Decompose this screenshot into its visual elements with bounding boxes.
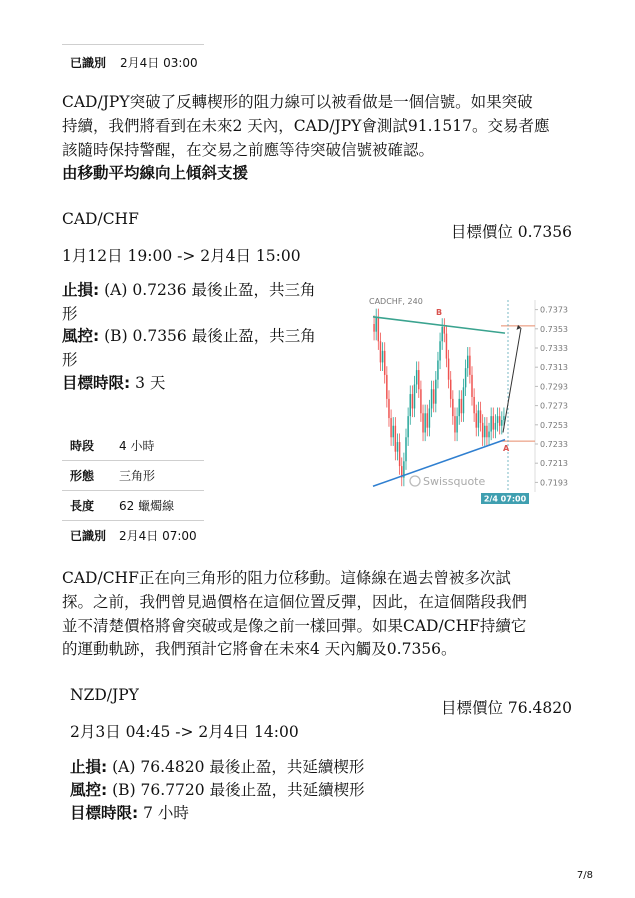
cadchf-chart xyxy=(365,292,575,504)
cadchf-horizon xyxy=(62,371,165,395)
chart-y-tick-label: 0.7373 xyxy=(540,305,568,315)
chart-candle-body xyxy=(488,432,489,438)
table-value: 2月4日 07:00 xyxy=(119,529,197,543)
chart-y-tick-label: 0.7213 xyxy=(540,459,568,469)
cadchf-target: 目標價位 0.7356 xyxy=(450,223,572,241)
table-row-pattern xyxy=(62,460,204,490)
nzdjpy-stop xyxy=(70,755,364,779)
table-row-length xyxy=(62,490,204,520)
cadchf-body-line-2: 探。之前，我們曾見過價格在這個位置反彈，因此，在這個階段我們 xyxy=(62,593,528,611)
chart-candle-body xyxy=(382,351,383,363)
chart-candle-body xyxy=(465,368,466,387)
chart-candle-body xyxy=(467,356,468,368)
chart-candle-body xyxy=(490,416,491,431)
nzdjpy-risk-value: (B) 76.7720 最後止盈，共延續楔形 xyxy=(107,781,365,799)
chart-candle-body xyxy=(495,423,496,430)
chart-candle-body xyxy=(418,370,419,389)
chart-candle-body xyxy=(450,380,451,399)
chart-candle-body xyxy=(456,416,457,432)
chart-candle-body xyxy=(410,394,411,416)
chart-y-tick-label: 0.7193 xyxy=(540,478,568,488)
chart-y-tick-label: 0.7313 xyxy=(540,363,568,373)
table-value: 4 小時 xyxy=(119,439,155,453)
chart-candle-body xyxy=(441,327,442,341)
chart-candle-body xyxy=(471,375,472,397)
chart-brand: Swissquote xyxy=(423,475,486,488)
cadchf-body-line-4: 的運動軌跡，我們預計它將會在未來4 天內觸及0.7356。 xyxy=(62,640,457,658)
chart-candle-body xyxy=(444,327,445,334)
chart-candle-body xyxy=(499,416,500,426)
chart-candle-body xyxy=(412,394,413,408)
chart-candle-body xyxy=(405,437,406,461)
chart-candle-body xyxy=(422,413,423,432)
chart-candle-body xyxy=(473,397,474,413)
chart-candle-body xyxy=(388,399,389,418)
chart-candle-body xyxy=(416,370,417,384)
table-key: 時段 xyxy=(70,439,95,453)
chart-candle-body xyxy=(463,387,464,413)
chart-candle-body xyxy=(395,426,396,452)
table-row-identified xyxy=(62,520,204,550)
cadchf-stop xyxy=(62,278,316,302)
cadchf-stop-line2: 形 xyxy=(62,305,78,323)
cadchf-range: 1月12日 19:00 -> 2月4日 15:00 xyxy=(62,247,301,265)
cadchf-risk xyxy=(62,324,316,348)
chart-candle-body xyxy=(424,413,425,432)
chart-candle-body xyxy=(439,341,440,360)
chart-candle-body xyxy=(478,410,479,427)
chart-candle-body xyxy=(480,410,481,422)
cadchf-risk-line1: (B) 0.7356 最後止盈，共三角 xyxy=(99,327,316,345)
top-meta-value: 2月4日 03:00 xyxy=(120,56,198,70)
chart-candle-body xyxy=(384,351,385,375)
intro-line-3: 該隨時保持警醒，在交易之前應等待突破信號被確認。 xyxy=(62,141,435,159)
chart-candle-body xyxy=(407,416,408,437)
chart-candle-body xyxy=(454,416,455,432)
chart-candle-body xyxy=(458,399,459,416)
chart-candle-body xyxy=(461,399,462,413)
cadchf-risk-label: 風控: xyxy=(62,327,100,345)
cadchf-horizon-label: 目標時限: xyxy=(62,374,131,392)
chart-candle-body xyxy=(469,356,470,375)
nzdjpy-horizon-value: 7 小時 xyxy=(138,804,189,822)
chart-time-label: 2/4 07:00 xyxy=(483,494,527,504)
nzdjpy-risk xyxy=(70,778,365,802)
chart-y-tick-label: 0.7253 xyxy=(540,420,568,430)
table-key: 長度 xyxy=(70,499,95,513)
chart-y-tick-label: 0.7293 xyxy=(540,382,568,392)
nzdjpy-range: 2月3日 04:45 -> 2月4日 14:00 xyxy=(70,723,299,741)
table-key: 已識別 xyxy=(70,529,107,543)
chart-y-tick-label: 0.7333 xyxy=(540,344,568,353)
chart-candle-body xyxy=(486,426,487,438)
cadchf-body-line-3: 並不清楚價格將會突破或是像之前一樣回彈。如果CAD/CHF持續它 xyxy=(62,617,527,635)
cadchf-body-line-1: CAD/CHF正在向三角形的阻力位移動。這條線在過去曾被多次試 xyxy=(62,569,511,587)
chart-candle-body xyxy=(378,317,379,341)
table-key: 形態 xyxy=(70,469,95,483)
cadchf-risk-line2: 形 xyxy=(62,351,78,369)
table-row-timeframe xyxy=(62,430,204,460)
chart-candle-body xyxy=(397,442,398,452)
chart-candle-body xyxy=(375,317,376,331)
nzdjpy-stop-label: 止損: xyxy=(70,758,108,776)
nzdjpy-pair: NZD/JPY xyxy=(70,686,139,704)
chart-candle-body xyxy=(390,418,391,437)
chart-candle-body xyxy=(435,380,436,404)
chart-candle-body xyxy=(386,375,387,399)
chart-candle-body xyxy=(380,341,381,362)
chart-y-tick-label: 0.7273 xyxy=(540,401,568,411)
cadchf-pair: CAD/CHF xyxy=(62,210,139,228)
chart-y-tick-label: 0.7353 xyxy=(540,324,568,334)
nzdjpy-risk-label: 風控: xyxy=(70,781,108,799)
nzdjpy-stop-value: (A) 76.4820 最後止盈，共延續楔形 xyxy=(107,758,365,776)
chart-candle-body xyxy=(420,389,421,413)
intro-line-1: CAD/JPY突破了反轉楔形的阻力線可以被看做是一個信號。如果突破 xyxy=(62,93,533,111)
chart-candle-body xyxy=(493,416,494,429)
chart-label-a: A xyxy=(503,444,510,454)
chart-candle-body xyxy=(373,324,374,332)
chart-candle-body xyxy=(399,442,400,466)
chart-candle-body xyxy=(446,334,447,359)
chart-candle-body xyxy=(433,389,434,403)
top-meta-rule xyxy=(62,44,204,45)
chart-candle-body xyxy=(427,413,428,427)
cadchf-horizon-value: 3 天 xyxy=(130,374,166,392)
chart-label-b: B xyxy=(436,308,443,317)
chart-candle-body xyxy=(414,384,415,408)
chart-candle-body xyxy=(482,423,483,437)
chart-projection-arrow xyxy=(503,328,521,433)
page-number: 7/8 xyxy=(576,870,593,881)
chart-y-tick-label: 0.7233 xyxy=(540,440,568,449)
nzdjpy-horizon-label: 目標時限: xyxy=(70,804,139,822)
table-value: 62 蠟燭線 xyxy=(119,499,175,513)
chart-candle-body xyxy=(437,360,438,379)
chart-title: CADCHF, 240 xyxy=(369,297,423,306)
chart-candle-body xyxy=(431,389,432,408)
top-meta-label: 已識別 xyxy=(70,56,107,70)
chart-candle-body xyxy=(448,359,449,380)
cadchf-stop-label: 止損: xyxy=(62,281,100,299)
chart-candle-body xyxy=(501,420,502,426)
chart-resistance-line xyxy=(373,317,505,333)
chart-candle-body xyxy=(503,416,504,420)
intro-line-2: 持續，我們將看到在未來2 天內，CAD/JPY會測試91.1517。交易者應 xyxy=(62,117,550,135)
table-value: 三角形 xyxy=(119,469,156,483)
chart-candle-body xyxy=(497,416,498,423)
chart-candle-body xyxy=(476,413,477,427)
swissquote-logo xyxy=(410,476,420,486)
chart-candle-body xyxy=(452,399,453,416)
chart-candle-body xyxy=(392,426,393,438)
cadchf-stop-line1: (A) 0.7236 最後止盈，共三角 xyxy=(99,281,316,299)
nzdjpy-horizon xyxy=(70,801,189,825)
chart-candle-body xyxy=(429,408,430,427)
section-heading: 由移動平均線向上傾斜支援 xyxy=(62,164,249,182)
nzdjpy-target: 目標價位 76.4820 xyxy=(440,699,572,717)
chart-candle-body xyxy=(484,426,485,438)
